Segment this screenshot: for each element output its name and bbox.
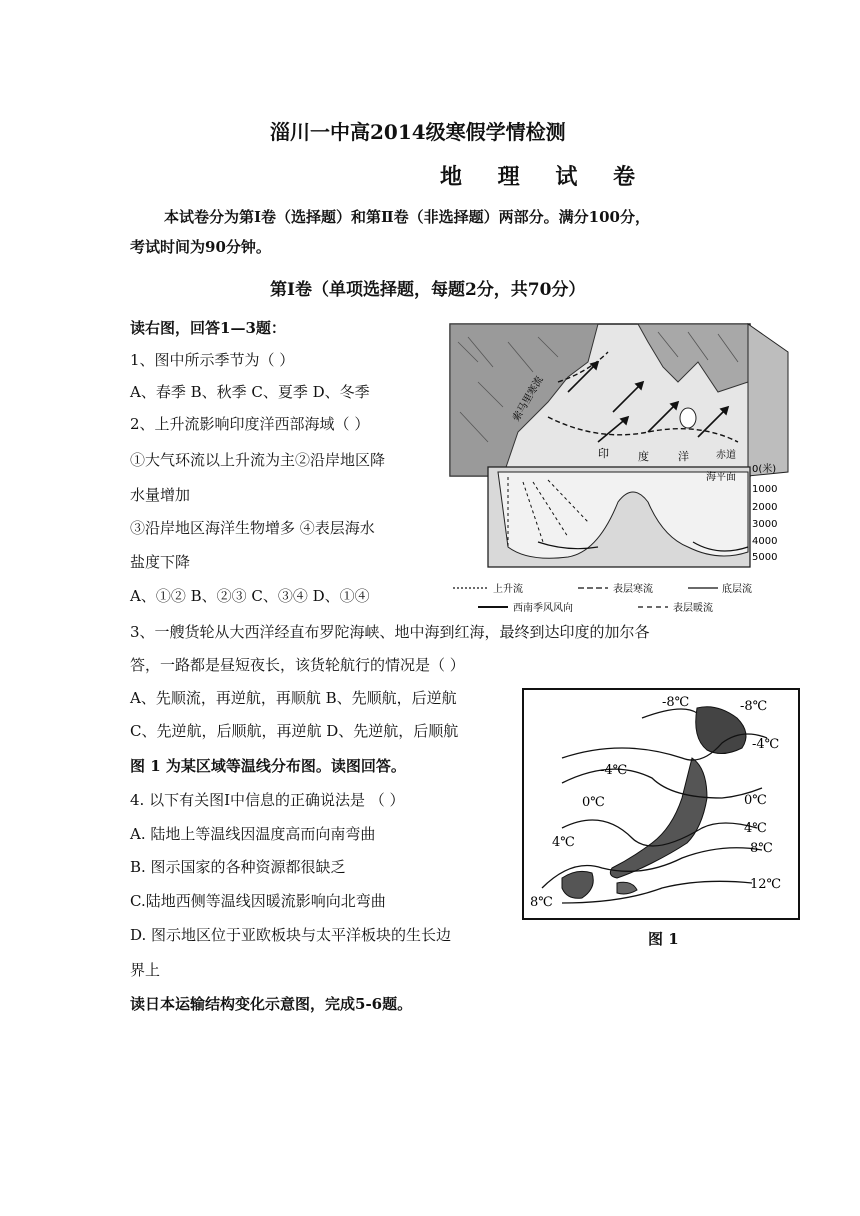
ocean-label-du: 度 xyxy=(638,450,649,463)
question-3-line-1: 3、一艘货轮从大西洋经直布罗陀海峡、地中海到红海，最终到达印度的加尔各 xyxy=(130,623,650,641)
equator-label: 赤道 xyxy=(716,450,736,461)
legend-surface-warm: 表层暖流 xyxy=(673,603,713,614)
isotherm-minus-8-b: -8℃ xyxy=(740,699,768,714)
isotherm-minus-4-b: -4℃ xyxy=(600,763,628,778)
isotherm-8-a: 8℃ xyxy=(750,841,773,856)
depth-unit-label: 0(米) xyxy=(752,464,777,475)
ocean-label-yang: 洋 xyxy=(678,450,689,463)
depth-2000: 2000 xyxy=(752,502,778,513)
intro-line-2: 考试时间为90分钟。 xyxy=(130,238,271,256)
exam-subtitle: 地 理 试 卷 xyxy=(440,164,649,190)
question-2-line-1: ①大气环流以上升流为主②沿岸地区降 xyxy=(130,451,386,469)
question-4-option-c: C.陆地西侧等温线因暖流影响向北弯曲 xyxy=(130,892,386,910)
exam-title: 淄川一中高2014级寒假学情检测 xyxy=(270,120,566,144)
question-2-line-4: 盐度下降 xyxy=(130,553,191,571)
isotherm-8-b: 8℃ xyxy=(530,895,553,910)
isotherm-0-a: 0℃ xyxy=(582,795,605,810)
question-2: 2、上升流影响印度洋西部海域（ ） xyxy=(130,415,370,433)
somali-current-label: 索马里寒流 xyxy=(511,374,546,424)
ocean-label-yin: 印 xyxy=(598,447,609,460)
japan-isotherm-map xyxy=(522,688,800,920)
depth-5000: 5000 xyxy=(752,552,778,563)
sea-level-label: 海平面 xyxy=(706,472,736,483)
question-2-line-2: 水量增加 xyxy=(130,486,191,504)
isotherm-0-b: 0℃ xyxy=(744,793,767,808)
isotherm-minus-4-a: -4℃ xyxy=(752,737,780,752)
legend-surface-cold: 表层寒流 xyxy=(613,584,653,595)
japan-isotherm-figure xyxy=(522,688,800,920)
indian-ocean-figure xyxy=(448,322,792,614)
figure-1-intro: 图 1 为某区域等温线分布图。读图回答。 xyxy=(130,757,406,775)
read-right-prompt: 读右图，回答1—3题： xyxy=(130,319,286,337)
depth-4000: 4000 xyxy=(752,536,778,547)
intro-line-1: 本试卷分为第Ⅰ卷（选择题）和第Ⅱ卷（非选择题）两部分。满分100分， xyxy=(164,208,650,226)
question-4-option-a: A. 陆地上等温线因温度高而向南弯曲 xyxy=(130,825,376,843)
question-4: 4. 以下有关图Ⅰ中信息的正确说法是 （ ） xyxy=(130,791,405,809)
indian-ocean-diagram xyxy=(448,322,792,614)
isotherm-12: 12℃ xyxy=(750,877,782,892)
depth-3000: 3000 xyxy=(752,519,778,530)
question-4-option-d-line-1: D. 图示地区位于亚欧板块与太平洋板块的生长边 xyxy=(130,926,452,944)
figure-1-caption: 图 1 xyxy=(648,930,679,948)
isotherm-4-a: 4℃ xyxy=(552,835,575,850)
legend-bottom-current: 底层流 xyxy=(722,584,752,595)
question-2-options: A、①② B、②③ C、③④ D、①④ xyxy=(130,587,370,605)
isotherm-4-b: 4℃ xyxy=(744,821,767,836)
isotherm-minus-8-a: -8℃ xyxy=(662,695,690,710)
question-3-line-2: 答，一路都是昼短夜长，该货轮航行的情况是（ ） xyxy=(130,656,465,674)
question-4-option-b: B. 图示国家的各种资源都很缺乏 xyxy=(130,858,346,876)
question-4-option-d-line-2: 界上 xyxy=(130,961,161,979)
section-heading: 第Ⅰ卷（单项选择题，每题2分，共70分） xyxy=(270,280,586,300)
question-1: 1、图中所示季节为（ ） xyxy=(130,351,295,369)
question-3-options-ab: A、先顺流，再逆航，再顺航 B、先顺航，后逆航 xyxy=(130,689,457,707)
question-5-6-prompt: 读日本运输结构变化示意图，完成5-6题。 xyxy=(130,995,413,1013)
question-3-options-cd: C、先逆航，后顺航，再逆航 D、先逆航，后顺航 xyxy=(130,722,459,740)
question-2-line-3: ③沿岸地区海洋生物增多 ④表层海水 xyxy=(130,519,375,537)
legend-upwelling: 上升流 xyxy=(493,584,523,595)
question-1-options: A、春季 B、秋季 C、夏季 D、冬季 xyxy=(130,383,370,401)
legend-sw-monsoon: 西南季风风向 xyxy=(513,603,573,614)
depth-1000: 1000 xyxy=(752,484,778,495)
